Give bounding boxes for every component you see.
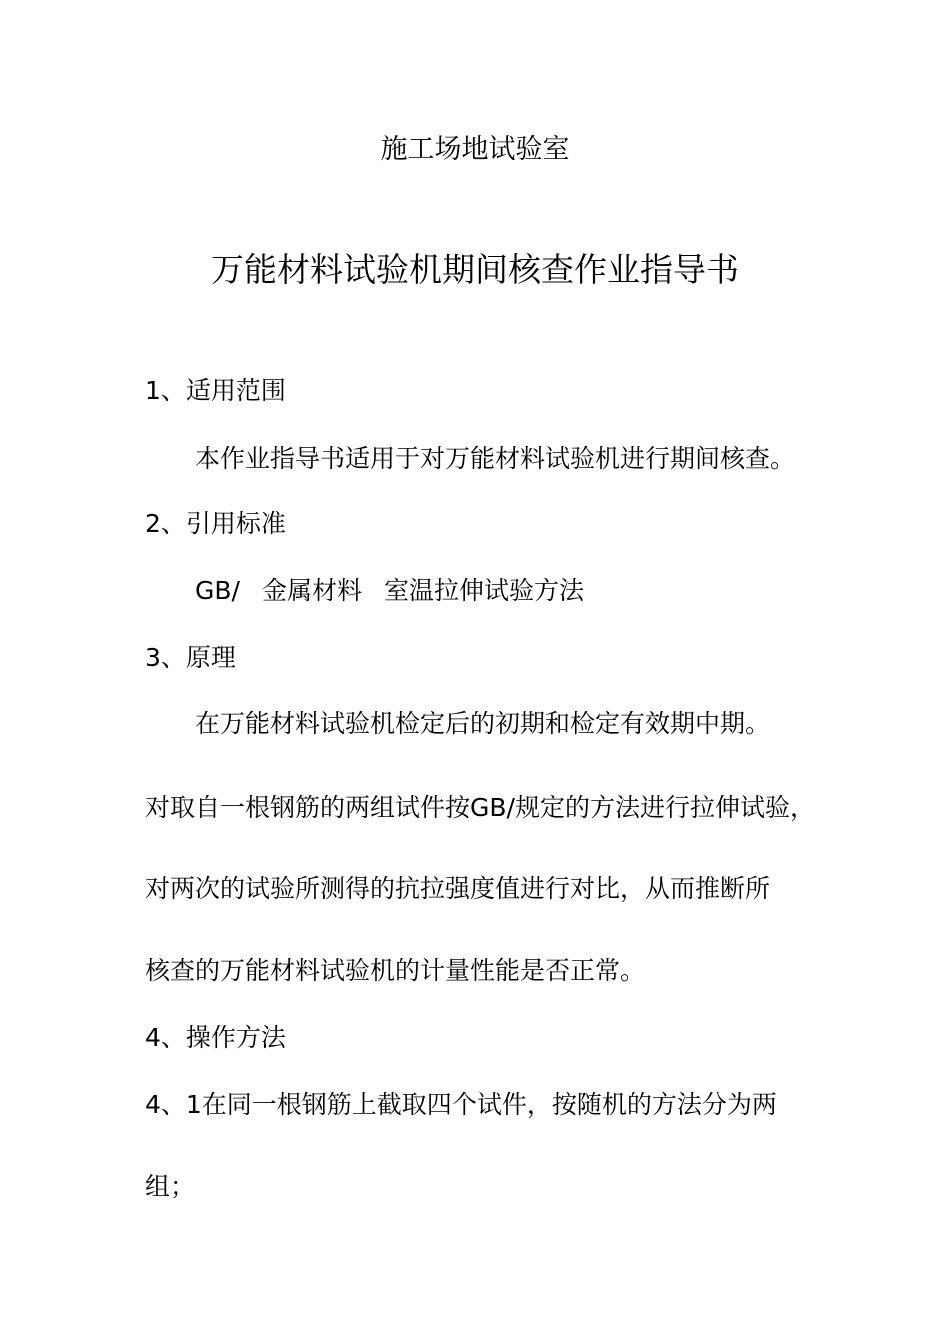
section-1-body: 本作业指导书适用于对万能材料试验机进行期间核查。 xyxy=(195,444,796,473)
standard-reference xyxy=(195,575,584,607)
section-3-line-3: 对两次的试验所测得的抗拉强度值进行对比，从而推断所 xyxy=(145,874,771,903)
section-3-line-1: 在万能材料试验机检定后的初期和检定有效期中期。 xyxy=(195,709,771,738)
section-3-heading: 3、原理 xyxy=(145,643,236,672)
section-3-line-2: 对取自一根钢筋的两组试件按GB/规定的方法进行拉伸试验， xyxy=(145,793,815,822)
section-3-line-4: 核查的万能材料试验机的计量性能是否正常。 xyxy=(145,956,646,985)
section-2-heading: 2、引用标准 xyxy=(145,509,286,538)
standard-method: 室温拉伸试验方法 xyxy=(383,576,584,605)
standard-subject: 金属材料 xyxy=(261,576,362,605)
standard-code: GB/ xyxy=(195,576,240,605)
organization-name: 施工场地试验室 xyxy=(380,134,570,165)
section-4-step-1-line-2: 组； xyxy=(145,1172,196,1201)
document-title: 万能材料试验机期间核查作业指导书 xyxy=(211,250,739,289)
section-1-heading: 1、适用范围 xyxy=(145,376,286,405)
section-4-step-1-line-1: 4、1在同一根钢筋上截取四个试件，按随机的方法分为两 xyxy=(145,1090,777,1119)
section-4-heading: 4、操作方法 xyxy=(145,1023,286,1052)
